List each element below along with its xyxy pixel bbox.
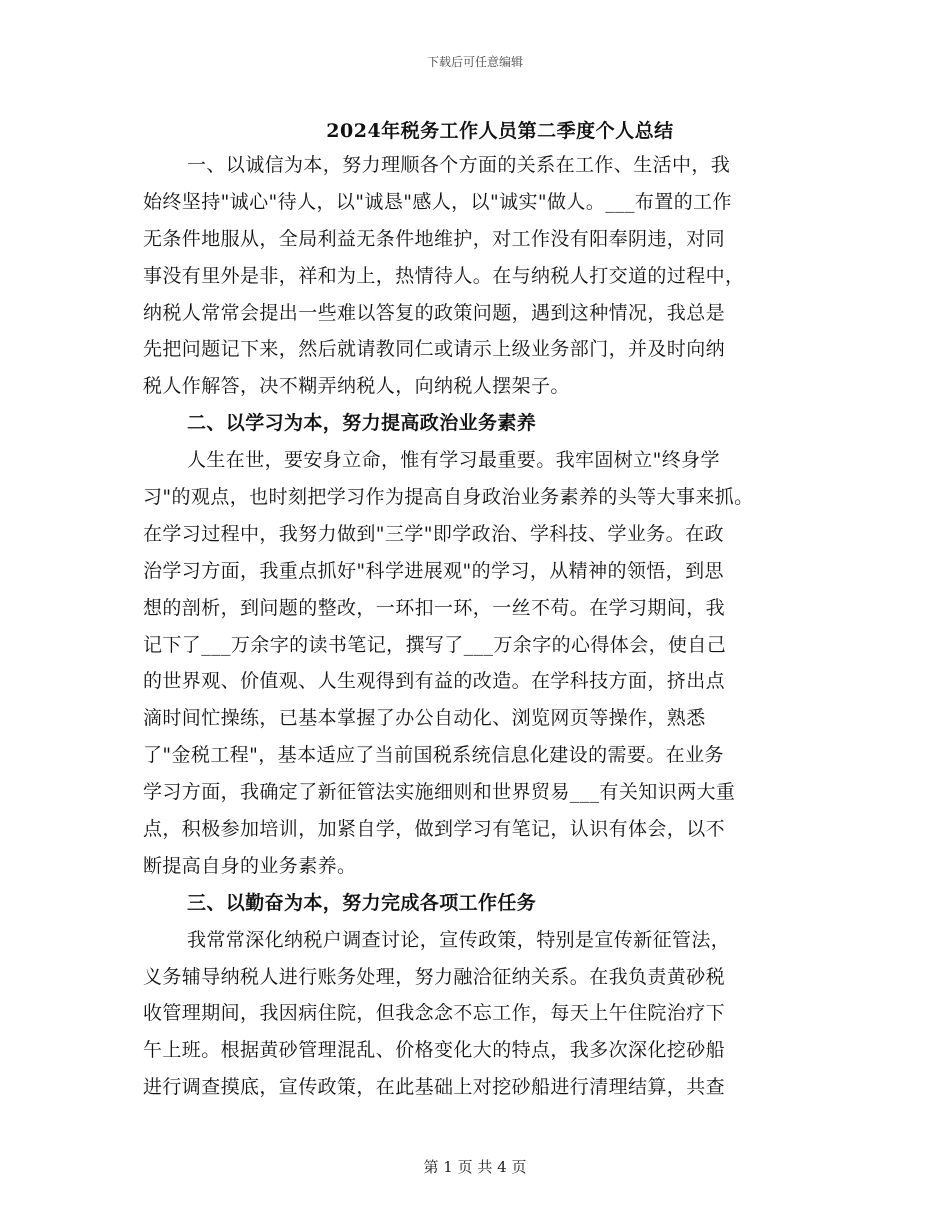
paragraph-line: 始终坚持"诚心"待人，以"诚恳"感人，以"诚实"做人。___布置的工作	[143, 190, 732, 213]
paragraph-line: 一、以诚信为本，努力理顺各个方面的关系在工作、生活中，我	[187, 154, 731, 176]
section-heading: 三、以勤奋为本，努力完成各项工作任务	[187, 891, 537, 914]
header-note: 下载后可任意编辑	[426, 55, 523, 69]
paragraph-line: 想的剖析，到问题的整改，一环扣一环，一丝不苟。在学习期间，我	[143, 596, 726, 619]
paragraph-line: 事没有里外是非，祥和为上，热情待人。在与纳税人打交道的过程中，	[143, 264, 745, 287]
document-body	[143, 147, 813, 1106]
paragraph-line: 义务辅导纳税人进行账务处理，努力融洽征纳关系。在我负责黄砂税	[143, 965, 726, 988]
paragraph-line: 我常常深化纳税户调查讨论，宣传政策，特别是宣传新征管法，	[187, 928, 731, 951]
paragraph-line: 进行调查摸底，宣传政策，在此基础上对挖砂船进行清理结算，共查	[143, 1076, 726, 1099]
paragraph-line: 税人作解答，决不糊弄纳税人，向纳税人摆架子。	[143, 375, 570, 398]
paragraph-line: 治学习方面，我重点抓好"科学进展观"的学习，从精神的领悟，到思	[143, 559, 724, 582]
paragraph-line: 的世界观、价值观、人生观得到有益的改造。在学科技方面，挤出点	[143, 670, 726, 693]
paragraph-line: 收管理期间，我因病住院，但我念念不忘工作，每天上午住院治疗下	[143, 1002, 726, 1025]
paragraph-line: 记下了___万余字的读书笔记，撰写了___万余字的心得体会，使自己	[143, 633, 727, 656]
paragraph-line: 在学习过程中，我努力做到"三学"即学政治、学科技、学业务。在政	[143, 522, 724, 545]
paragraph-line: 点，积极参加培训，加紧自学，做到学习有笔记，认识有体会，以不	[143, 818, 726, 841]
paragraph-line: 了"金税工程"，基本适应了当前国税系统信息化建设的需要。在业务	[143, 744, 724, 767]
paragraph-line: 纳税人常常会提出一些难以答复的政策问题，遇到这种情况，我总是	[143, 301, 726, 324]
section-heading: 二、以学习为本，努力提高政治业务素养	[187, 412, 537, 435]
paragraph-line: 午上班。根据黄砂管理混乱、价格变化大的特点，我多次深化挖砂船	[143, 1039, 726, 1062]
paragraph-line: 习"的观点，也时刻把学习作为提高自身政治业务素养的头等大事来抓。	[143, 486, 754, 509]
paragraph-line: 滴时间忙操练，已基本掌握了办公自动化、浏览网页等操作，熟悉	[143, 707, 706, 730]
paragraph-line: 先把问题记下来，然后就请教同仁或请示上级业务部门，并及时向纳	[143, 338, 726, 361]
paragraph-line: 人生在世，要安身立命，惟有学习最重要。我牢固树立"终身学	[187, 449, 720, 472]
paragraph-line: 断提高自身的业务素养。	[143, 854, 357, 877]
paragraph-line: 学习方面，我确定了新征管法实施细则和世界贸易___有关知识两大重	[143, 781, 736, 804]
page-number: 第 1 页 共 4 页	[423, 1158, 527, 1176]
paragraph-line: 无条件地服从，全局利益无条件地维护，对工作没有阳奉阴违，对同	[143, 227, 726, 250]
document-title: 2024年税务工作人员第二季度个人总结	[326, 120, 674, 142]
